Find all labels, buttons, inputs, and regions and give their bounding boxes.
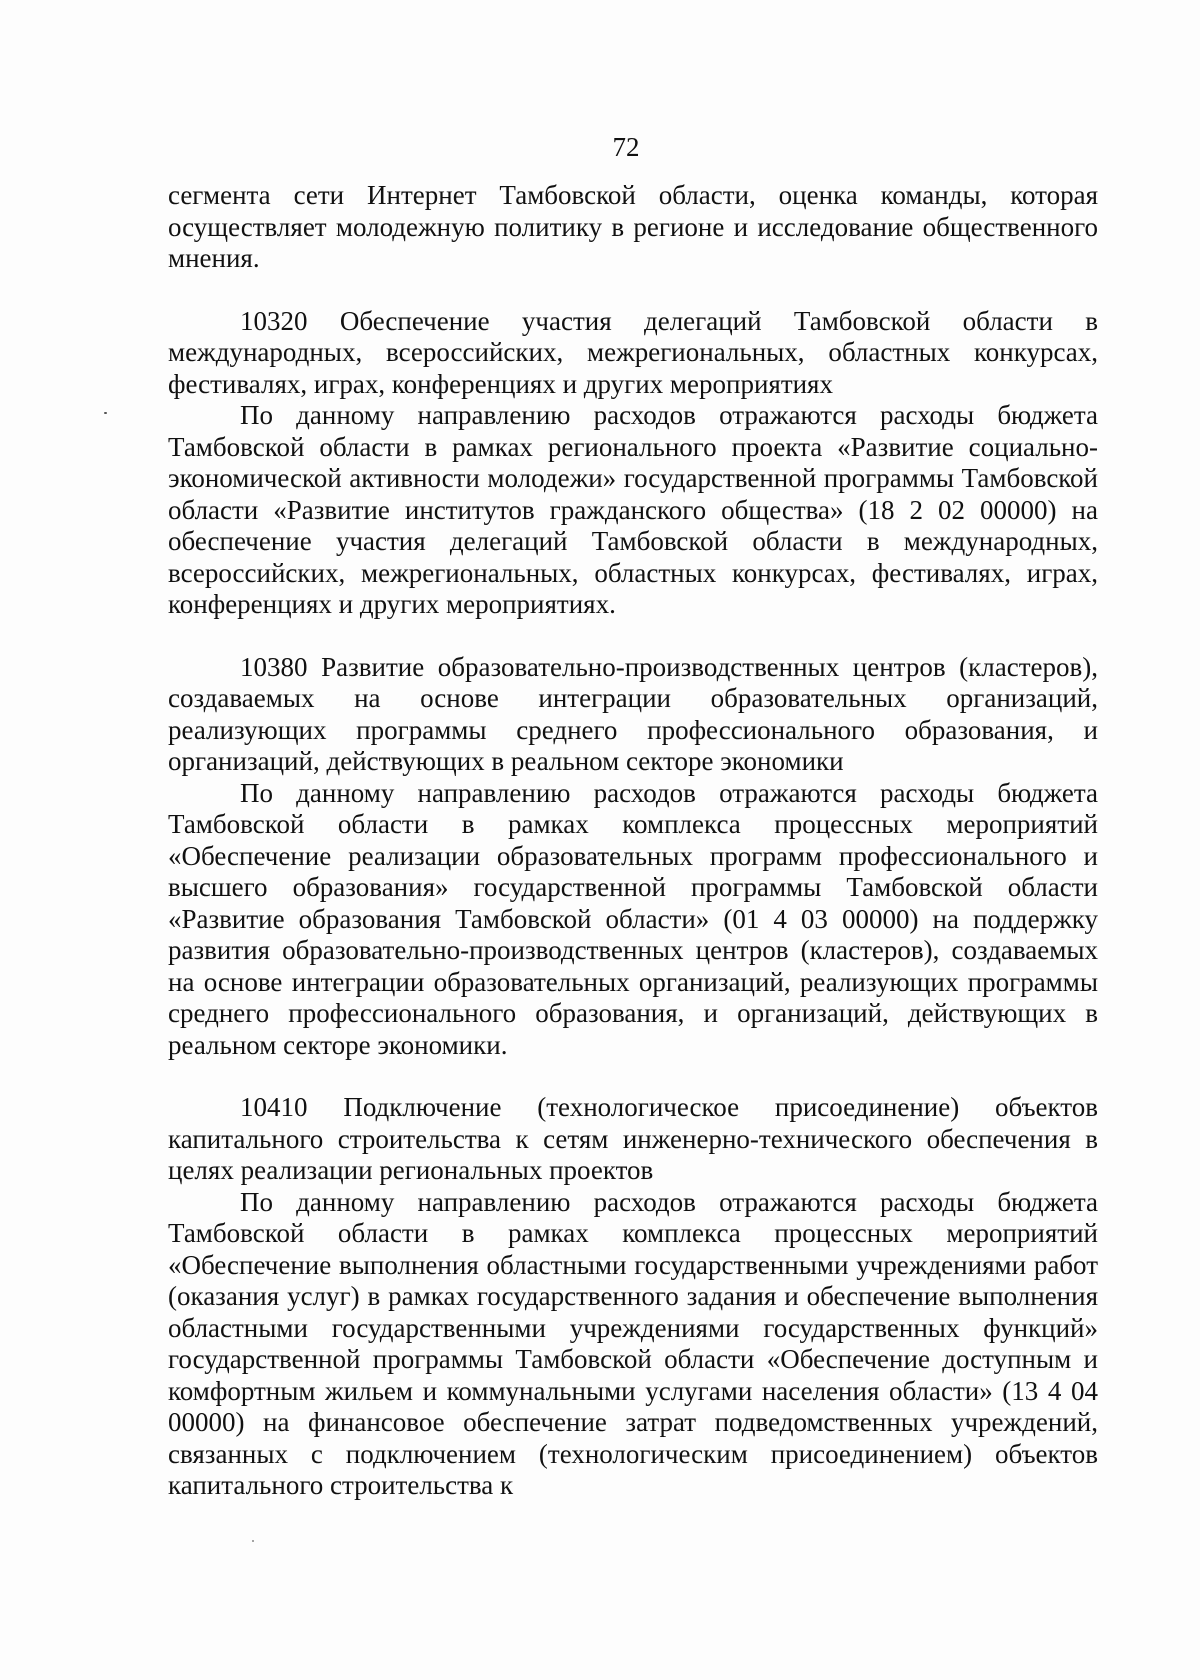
page-number: 72 [612,132,640,162]
section-heading-10380: 10380 Развитие образовательно-производственных центров (кластеров), создаваемых на основе интеграции образовательных организаций, реализующих программы среднего профессионального образования, и организаций, действующих в реальном секторе экономики [168,651,1098,776]
paragraph-gap [168,621,1098,652]
document-body [168,180,1098,1502]
section-body-10410: По данному направлению расходов отражаются расходы бюджета Тамбовской области в рамках комплекса процессных мероприятий «Обеспечение выполнения областными государственными учреждениями работ (оказания услуг) в рамках государственного задания и обеспечение выполнения областными государственными учреждениями государственных функций» государственной программы Тамбовской области «Обеспечение доступным и комфортным жильем и коммунальными услугами населения области» (13 4 04 00000) на финансовое обеспечение затрат подведомственных учреждений, связанных с подключением (технологическим присоединением) объектов капитального строительства к [168,1186,1098,1500]
paragraph-gap [168,275,1098,306]
paragraph-gap [168,1061,1098,1092]
section-heading-10410: 10410 Подключение (технологическое присоединение) объектов капитального строительства к сетям инженерно-технического обеспечения в целях реализации региональных проектов [168,1092,1098,1185]
paragraph-continuation: сегмента сети Интернет Тамбовской области, оценка команды, которая осуществляет молодежную политику в регионе и исследование общественного мнения. [168,180,1098,273]
section-body-10380: По данному направлению расходов отражаются расходы бюджета Тамбовской области в рамках комплекса процессных мероприятий «Обеспечение реализации образовательных программ профессионального и высшего образования» государственной программы Тамбовской области «Развитие образования Тамбовской области» (01 4 03 00000) на поддержку развития образовательно-производственных центров (кластеров), создаваемых на основе интеграции образовательных организаций, реализующих программы среднего профессионального образования, и организаций, действующих в реальном секторе экономики. [168,777,1098,1060]
scan-speck [252,1540,254,1542]
section-body-10320: По данному направлению расходов отражаются расходы бюджета Тамбовской области в рамках регионального проекта «Развитие социально-экономической активности молодежи» государственной программы Тамбовской области «Развитие институтов гражданского общества» (18 2 02 00000) на обеспечение участия делегаций Тамбовской области в международных, всероссийских, межрегиональных, областных конкурсах, фестивалях, играх, конференциях и других мероприятиях. [168,400,1098,619]
scan-speck [104,412,107,414]
section-heading-10320: 10320 Обеспечение участия делегаций Тамбовской области в международных, всероссийских, межрегиональных, областных конкурсах, фестивалях, играх, конференциях и других мероприятиях [168,305,1098,399]
